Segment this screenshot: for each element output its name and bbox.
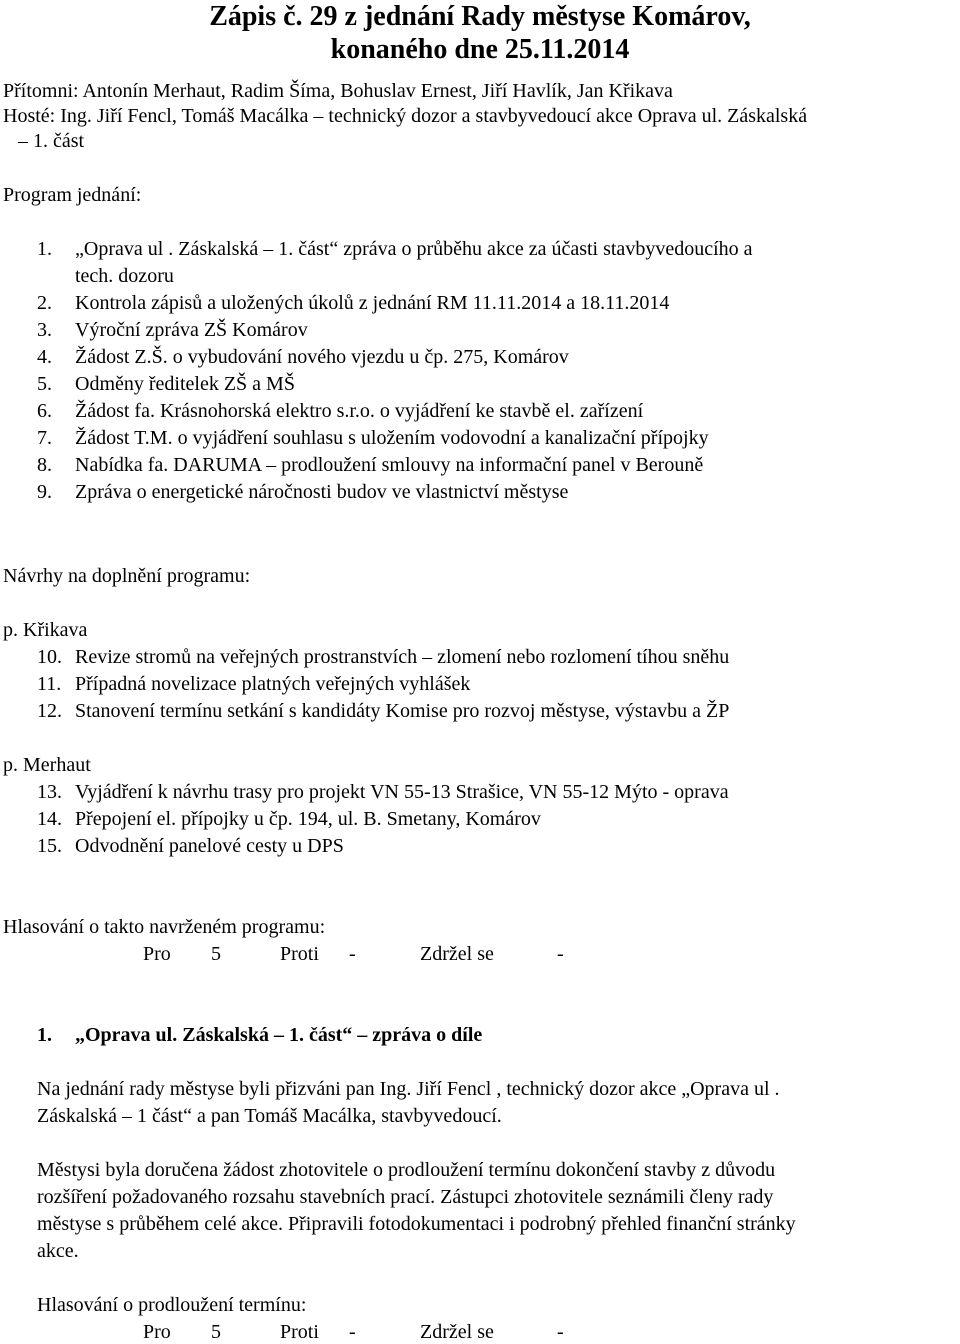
item-number: 9. <box>37 481 52 503</box>
item-text: Zpráva o energetické náročnosti budov ve vlastnictví městyse <box>75 481 569 503</box>
paragraph-line: rozšíření požadovaného rozsahu stavebních prací. Zástupci zhotovitele seznámili členy rady <box>37 1186 774 1208</box>
section-number: 1. <box>37 1024 52 1046</box>
attendance-guests: Hosté: Ing. Jiří Fencl, Tomáš Macálka – technický dozor a stavbyvedoucí akce Oprava ul. Záskalská <box>3 105 808 127</box>
vote-proti-label: Proti <box>280 943 319 965</box>
item-text: „Oprava ul . Záskalská – 1. část“ zpráva o průběhu akce za účasti stavbyvedoucího a <box>75 238 753 260</box>
paragraph-line: akce. <box>37 1240 79 1262</box>
item-number: 7. <box>37 427 52 449</box>
addition-item <box>37 807 541 831</box>
item-number: 8. <box>37 454 52 476</box>
item-text: Výroční zpráva ZŠ Komárov <box>75 319 308 341</box>
program-item <box>37 318 308 342</box>
item-number: 10. <box>37 646 62 668</box>
paragraph-line: Městysi byla doručena žádost zhotovitele o prodloužení termínu dokončení stavby z důvodu <box>37 1159 776 1181</box>
item-text: Odvodnění panelové cesty u DPS <box>75 835 344 857</box>
addition-item <box>37 645 729 669</box>
attendance-present: Přítomni: Antonín Merhaut, Radim Šíma, Bohuslav Ernest, Jiří Havlík, Jan Křikava <box>3 80 673 102</box>
item-text: Případná novelizace platných veřejných vyhlášek <box>75 673 471 695</box>
item-text: Žádost T.M. o vyjádření souhlasu s uložením vodovodní a kanalizační přípojky <box>75 427 709 449</box>
item-number: 3. <box>37 319 52 341</box>
item-number: 15. <box>37 835 62 857</box>
paragraph-line: Záskalská – 1 část“ a pan Tomáš Macálka, stavbyvedoucí. <box>37 1105 502 1127</box>
additions-heading: Návrhy na doplnění programu: <box>3 565 251 587</box>
item-number: 4. <box>37 346 52 368</box>
section-title: „Oprava ul. Záskalská – 1. část“ – zpráva o díle <box>75 1024 483 1046</box>
vote-proti-value: - <box>349 1321 356 1343</box>
vote-extension-heading: Hlasování o prodloužení termínu: <box>37 1294 307 1316</box>
section-heading <box>37 1023 482 1047</box>
paragraph-line: Na jednání rady městyse byli přizváni pan Ing. Jiří Fencl , technický dozor akce „Oprava ul . <box>37 1078 780 1100</box>
program-item <box>37 291 669 315</box>
addition-item <box>37 672 470 696</box>
item-text: Žádost Z.Š. o vybudování nového vjezdu u čp. 275, Komárov <box>75 346 569 368</box>
proposer-name: p. Křikava <box>3 619 88 641</box>
item-number: 13. <box>37 781 62 803</box>
vote-zdrzel-label: Zdržel se <box>420 1321 494 1343</box>
document-title-line1: Zápis č. 29 z jednání Rady městyse Komárov, <box>209 1 751 32</box>
program-item <box>37 399 643 423</box>
program-item <box>37 453 703 477</box>
paragraph-line: městyse s průběhem celé akce. Připravili fotodokumentaci i podrobný přehled finanční stránky <box>37 1213 796 1235</box>
vote-zdrzel-value: - <box>557 943 564 965</box>
vote-pro-label: Pro <box>143 943 171 965</box>
vote-pro-value: 5 <box>211 943 221 965</box>
program-item <box>37 426 709 450</box>
vote-pro-label: Pro <box>143 1321 171 1343</box>
program-item <box>37 480 568 504</box>
vote-zdrzel-label: Zdržel se <box>420 943 494 965</box>
vote-proti-label: Proti <box>280 1321 319 1343</box>
item-text: Odměny ředitelek ZŠ a MŠ <box>75 373 295 395</box>
program-item <box>37 372 295 396</box>
program-item <box>37 237 753 261</box>
item-text: Vyjádření k návrhu trasy pro projekt VN 55-13 Strašice, VN 55-12 Mýto - oprava <box>75 781 729 803</box>
vote-proti-value: - <box>349 943 356 965</box>
vote-zdrzel-value: - <box>557 1321 564 1343</box>
proposer-name: p. Merhaut <box>3 754 91 776</box>
program-item <box>37 345 569 369</box>
item-text: Přepojení el. přípojky u čp. 194, ul. B. Smetany, Komárov <box>75 808 541 830</box>
item-number: 5. <box>37 373 52 395</box>
vote-pro-value: 5 <box>211 1321 221 1343</box>
vote-program-heading: Hlasování o takto navrženém programu: <box>3 916 326 938</box>
item-text: Stanovení termínu setkání s kandidáty Komise pro rozvoj městyse, výstavbu a ŽP <box>75 700 730 722</box>
program-item-cont: tech. dozoru <box>75 265 174 287</box>
addition-item <box>37 780 729 804</box>
item-text: Žádost fa. Krásnohorská elektro s.r.o. o vyjádření ke stavbě el. zařízení <box>75 400 644 422</box>
program-heading: Program jednání: <box>3 184 142 206</box>
attendance-guests-cont: – 1. část <box>18 130 85 152</box>
item-text: Revize stromů na veřejných prostranstvích – zlomení nebo rozlomení tíhou sněhu <box>75 646 730 668</box>
item-number: 14. <box>37 808 62 830</box>
item-number: 1. <box>37 238 52 260</box>
item-number: 6. <box>37 400 52 422</box>
addition-item <box>37 699 729 723</box>
item-text: Kontrola zápisů a uložených úkolů z jednání RM 11.11.2014 a 18.11.2014 <box>75 292 670 314</box>
item-number: 11. <box>37 673 62 695</box>
addition-item <box>37 834 344 858</box>
item-text: Nabídka fa. DARUMA – prodloužení smlouvy na informační panel v Berouně <box>75 454 704 476</box>
document-title-line2: konaného dne 25.11.2014 <box>330 34 630 65</box>
item-number: 12. <box>37 700 62 722</box>
item-number: 2. <box>37 292 52 314</box>
